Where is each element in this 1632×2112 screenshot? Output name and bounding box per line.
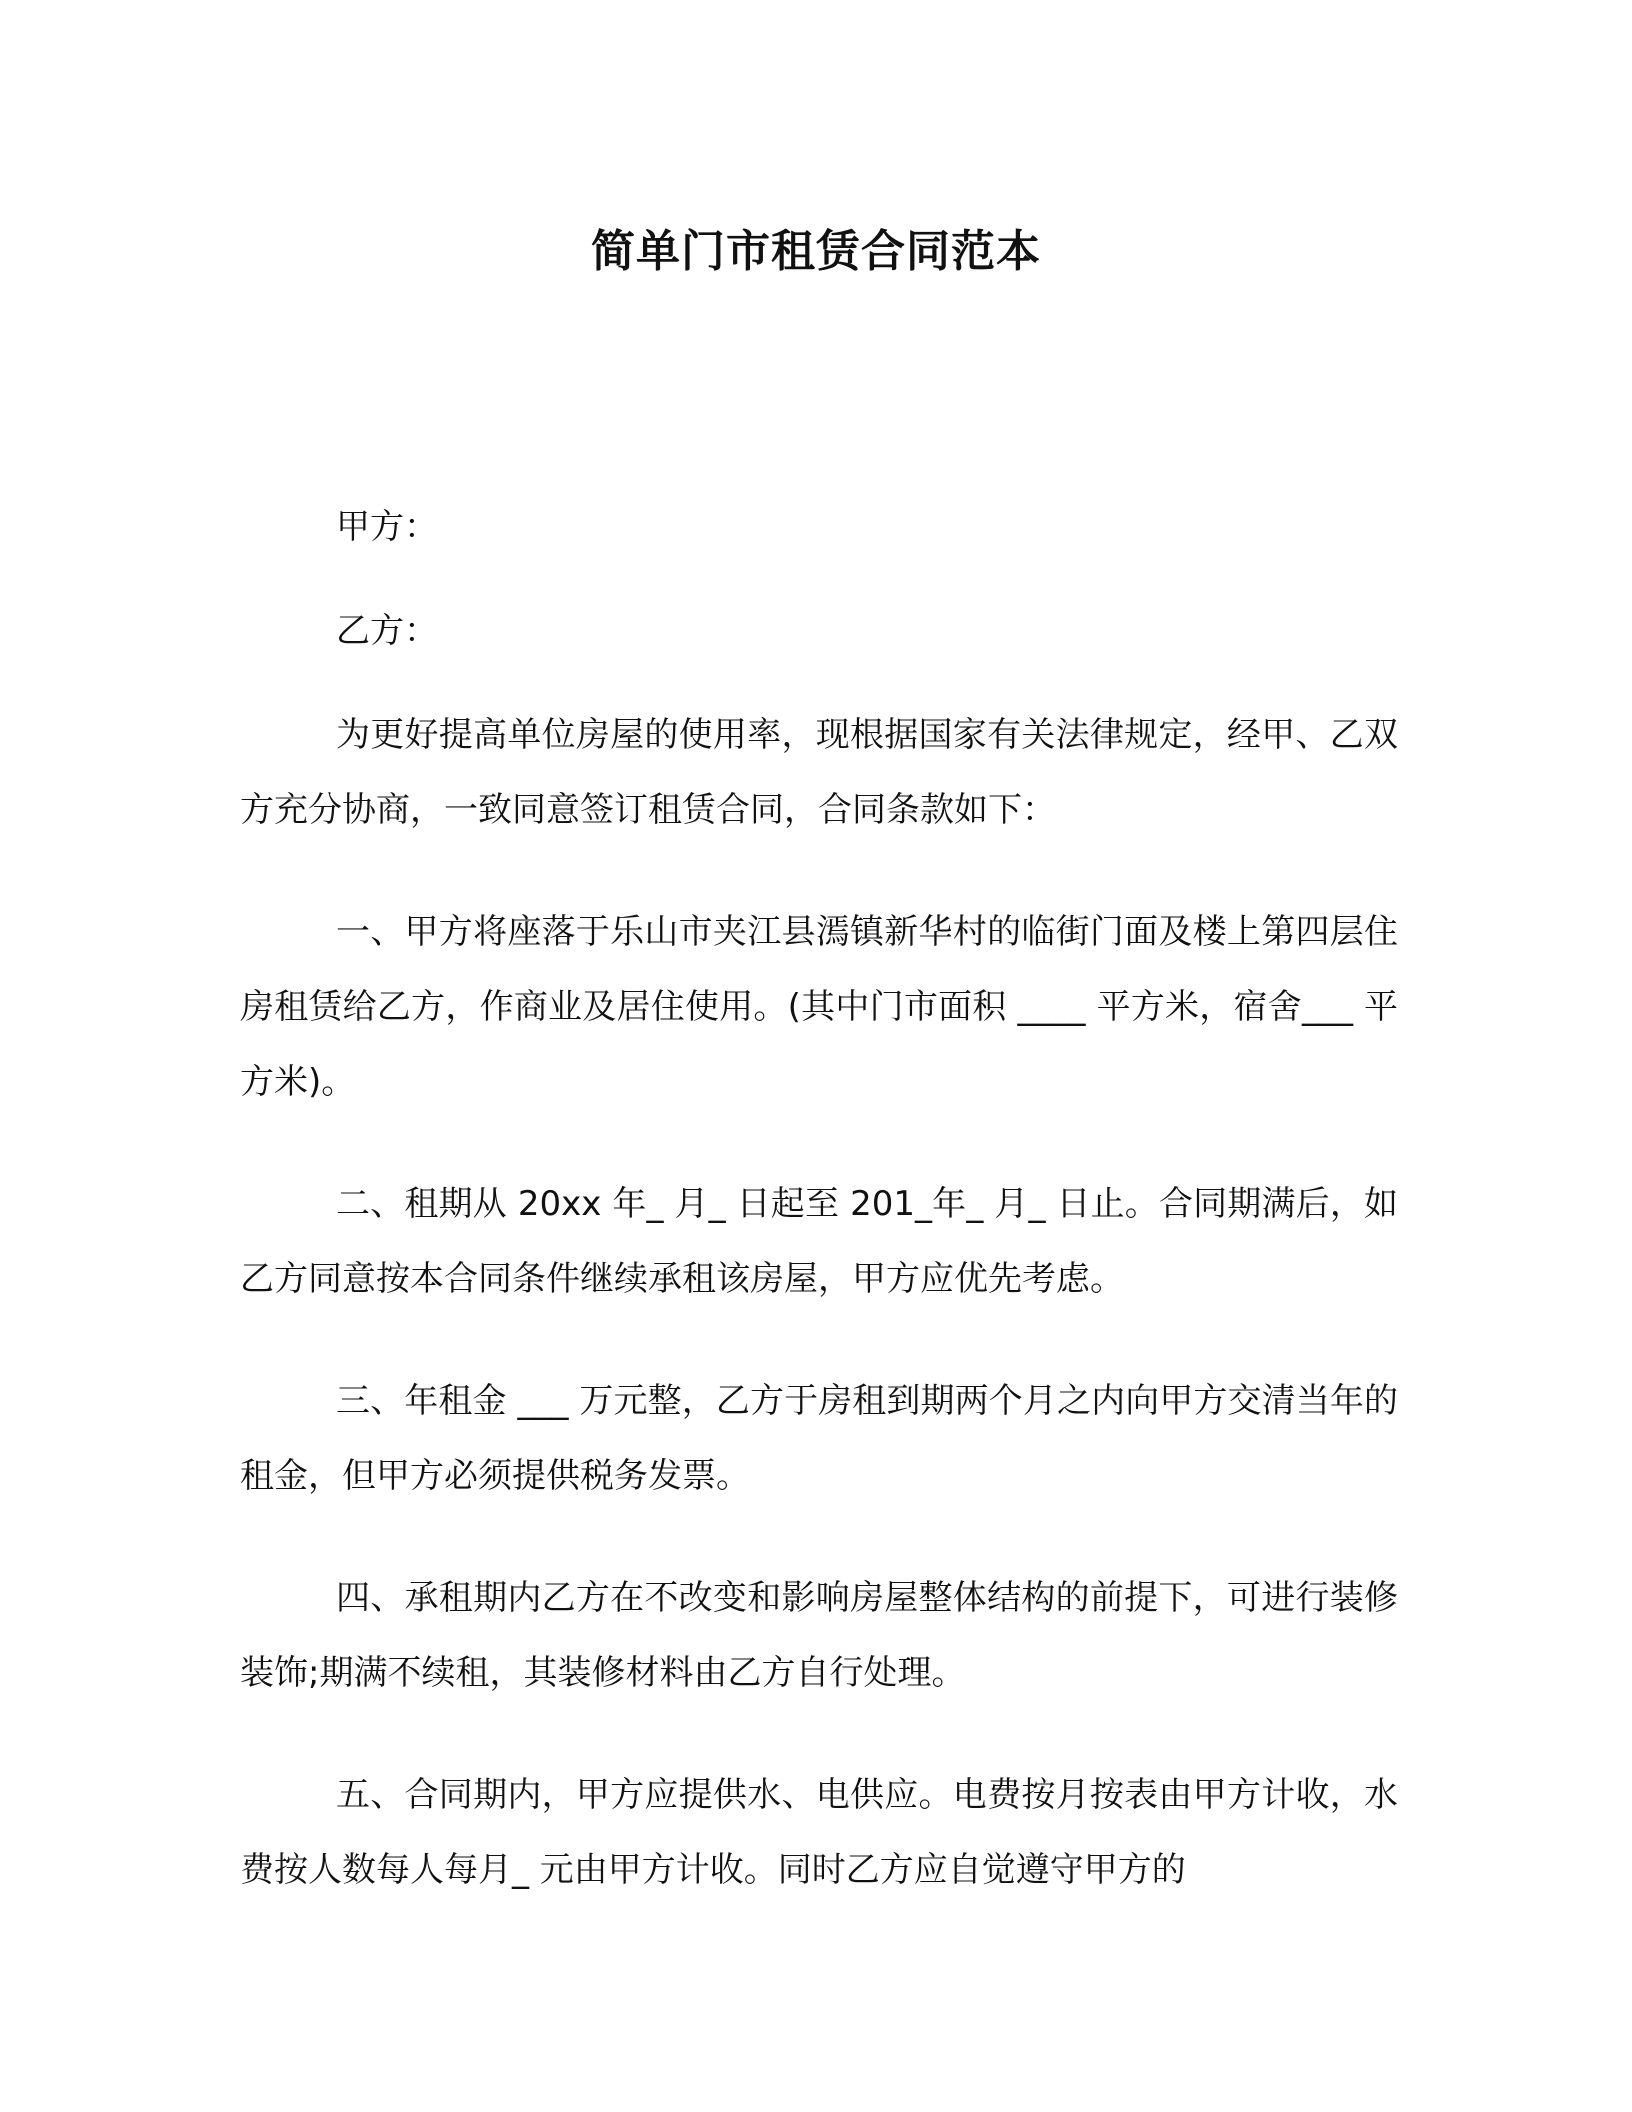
- document-title: 简单门市租赁合同范本: [591, 226, 1041, 277]
- party-a-line: 甲方：: [336, 507, 438, 547]
- document-body: [240, 490, 1398, 1955]
- party-b-line: 乙方：: [336, 611, 438, 651]
- clause-4-paragraph: 四、承租期内乙方在不改变和影响房屋整体结构的前提下，可进行装修装饰;期满不续租，其装修材料由乙方自行处理。: [240, 1578, 1398, 1693]
- preamble-paragraph: 为更好提高单位房屋的使用率，现根据国家有关法律规定，经甲、乙双方充分协商，一致同意签订租赁合同，合同条款如下：: [240, 715, 1398, 830]
- clause-3-paragraph: 三、年租金 ___ 万元整，乙方于房租到期两个月之内向甲方交清当年的租金，但甲方必须提供税务发票。: [240, 1381, 1398, 1496]
- clause-1-paragraph: 一、甲方将座落于乐山市夹江县漹镇新华村的临街门面及楼上第四层住房租赁给乙方，作商业及居住使用。(其中门市面积 ____ 平方米，宿舍___ 平方米)。: [240, 912, 1398, 1102]
- clause-2-paragraph: 二、租期从 20xx 年_ 月_ 日起至 201_年_ 月_ 日止。合同期满后，如乙方同意按本合同条件继续承租该房屋，甲方应优先考虑。: [240, 1184, 1398, 1299]
- clause-5-paragraph: 五、合同期内，甲方应提供水、电供应。电费按月按表由甲方计收，水费按人数每人每月_ 元由甲方计收。同时乙方应自觉遵守甲方的: [240, 1775, 1398, 1890]
